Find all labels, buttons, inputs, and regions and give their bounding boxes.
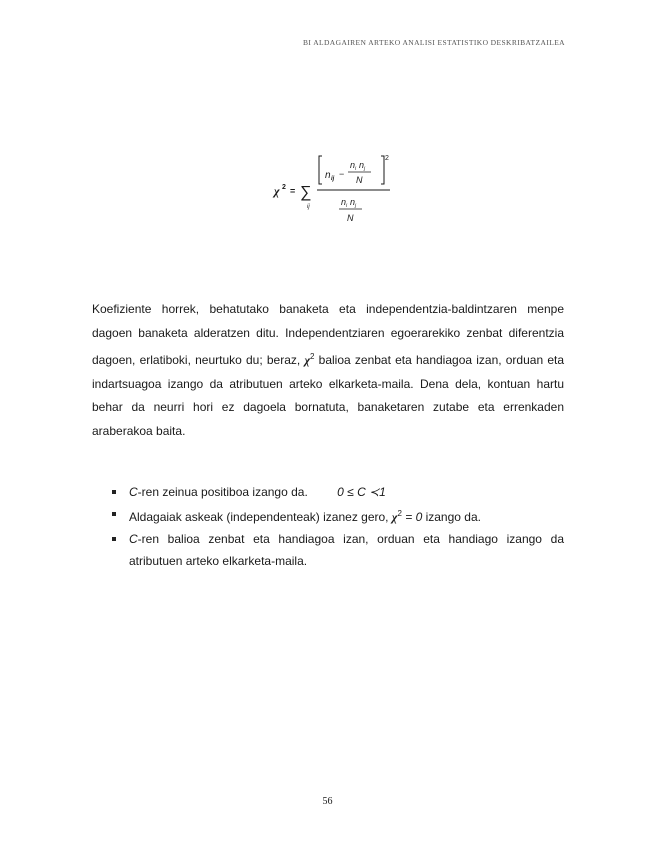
formula-inner-sub2: j <box>364 166 366 172</box>
bullet-icon <box>112 490 116 494</box>
running-header: BI ALDAGAIREN ARTEKO ANALISI ESTATISTIKO DESKRIBATZAILEA <box>303 38 565 47</box>
formula-nij-sub: ij <box>331 176 335 182</box>
formula-minus: − <box>339 169 345 179</box>
paragraph-part2: balioa zenbat eta handiagoa izan, orduan eta indartsuagoa izango da atributuen arteko elkarketa-maila. Dena dela, kontuan hartu behar da neurri hori ez dagoela bornatuta, banaketaren zutabe eta errenkaden araberakoa baita. <box>92 353 564 438</box>
formula-chi-exp: 2 <box>282 184 286 191</box>
formula-inner-sub1: i <box>355 166 357 172</box>
formula-chi: χ <box>274 184 280 198</box>
chi-symbol: χ <box>391 510 398 524</box>
formula-inner-n2: n <box>359 160 365 170</box>
bullet-condition: 0 ≤ C ≺1 <box>337 485 386 499</box>
bullet-equals-zero: = 0 <box>405 510 423 524</box>
formula-den-sub2: j <box>355 203 357 209</box>
bullet-c: C <box>129 485 138 499</box>
chi-exponent: 2 <box>397 509 402 518</box>
formula-equals: = <box>290 186 296 196</box>
formula-outer-exp: 2 <box>385 155 389 162</box>
formula-sum-index: ij <box>307 204 310 210</box>
bullet-text: -ren zeinua positiboa izango da. <box>137 485 308 499</box>
bullet-text: -ren balioa zenbat eta handiagoa izan, orduan eta handiago izango da atributuen arteko elkarketa-maila. <box>129 532 564 568</box>
list-item <box>112 528 564 572</box>
page-number: 56 <box>322 796 333 807</box>
paragraph-part1: Koefiziente horrek, behatutako banaketa eta independentzia-baldintzaren menpe dagoen banaketa alderatzen ditu. Independentziaren egoerarekiko zenbat diferentzia dagoen, erlatiboki, neurtuko du; beraz, <box>92 302 564 367</box>
chi-square-formula <box>270 150 400 230</box>
body-paragraph <box>92 298 564 443</box>
chi-exponent: 2 <box>310 352 315 361</box>
formula-den-n1: n <box>341 197 347 207</box>
bullet-c: C <box>129 532 138 546</box>
formula-nij: n <box>325 170 331 181</box>
formula-den-den: N <box>347 213 354 223</box>
formula-den-sub1: i <box>346 203 348 209</box>
formula-left-bracket <box>319 156 322 184</box>
bullet-text: Aldagaiak askeak (independenteak) izanez gero, <box>129 510 389 524</box>
formula-inner-n1: n <box>350 160 356 170</box>
bullet-icon <box>112 512 116 516</box>
formula-inner-den: N <box>356 175 363 185</box>
chi-symbol: χ <box>304 353 311 367</box>
formula-right-bracket <box>381 156 384 184</box>
bullet-list <box>112 481 564 572</box>
formula-den-n2: n <box>350 197 356 207</box>
list-item <box>112 503 564 528</box>
list-item <box>112 481 564 503</box>
bullet-icon <box>112 537 116 541</box>
formula-sum: ∑ <box>300 184 312 201</box>
bullet-text-end: izango da. <box>425 510 481 524</box>
